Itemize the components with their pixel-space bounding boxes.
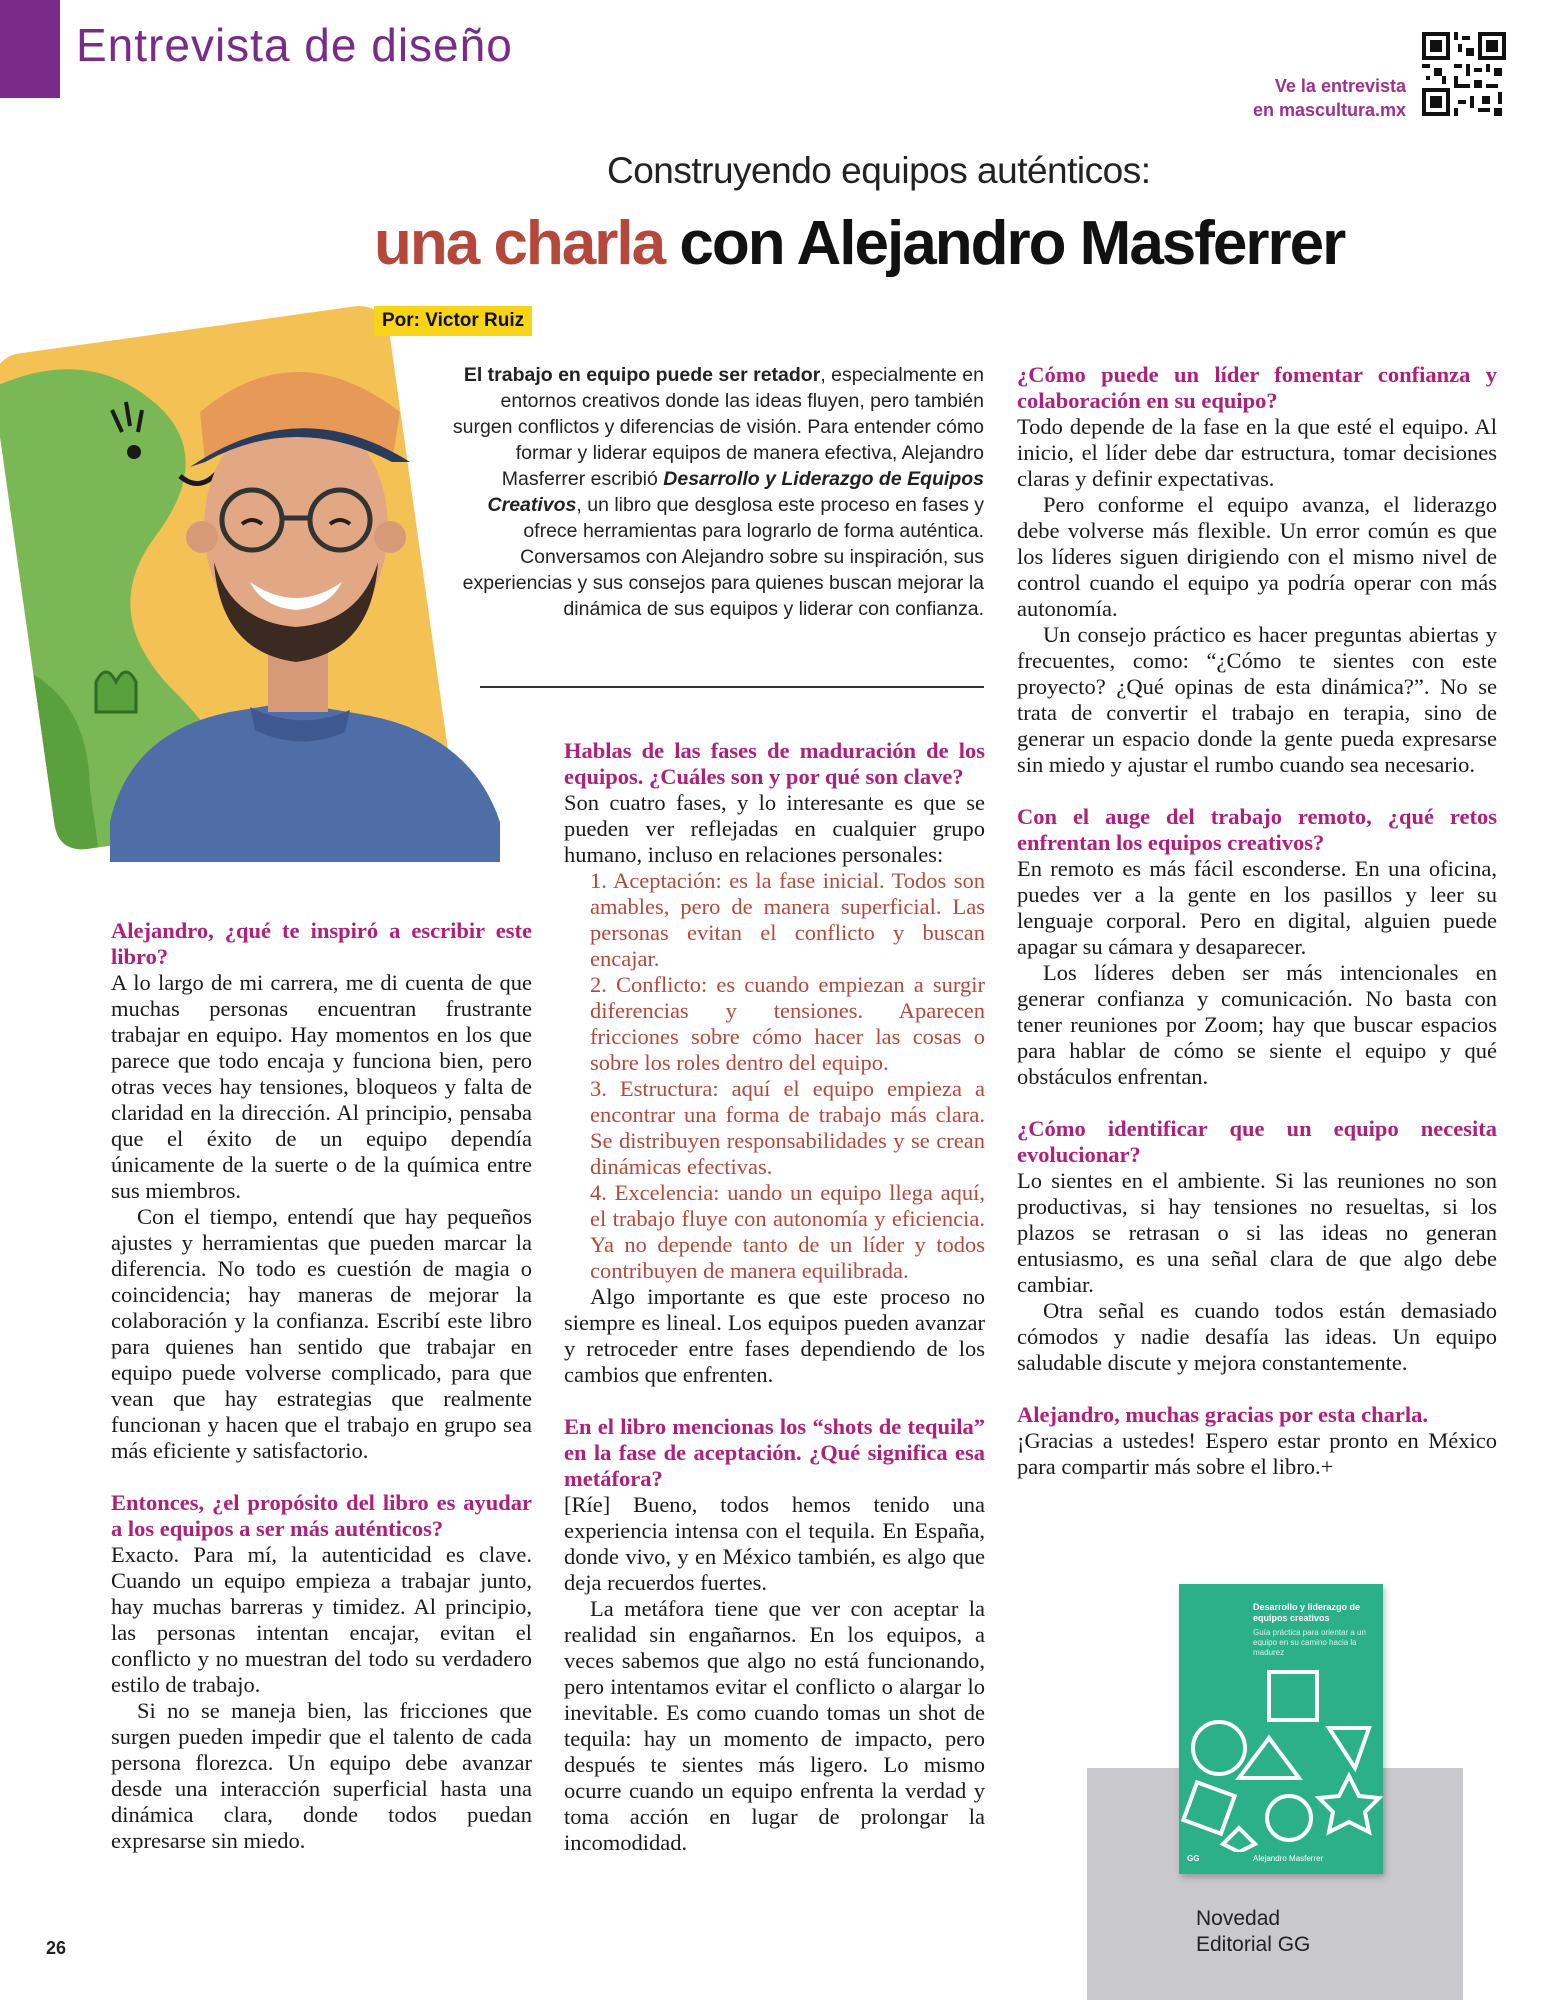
- book-caption-line1: Novedad: [1196, 1907, 1281, 1930]
- intro-divider: [480, 686, 984, 688]
- answer-paragraph: Los líderes deben ser más intencionales en generar confianza y comunicación. No basta con tener reuniones por Zoom; hay que buscar espacios para hablar de cómo se siente el equipo y qué obstáculos enfrentan.: [1017, 960, 1497, 1089]
- phase-item: 1. Aceptación: es la fase inicial. Todos son amables, pero de manera superficial. Las personas evitan el conflicto y buscan encajar.: [590, 868, 985, 971]
- phase-item: 2. Conflicto: es cuando empiezan a surgir diferencias y tensiones. Aparecen fricciones sobre cómo hacer las cosas o sobre los roles dentro del equipo.: [590, 972, 985, 1075]
- intro-text-part2: , un libro que desglosa este proceso en fases y ofrece herramientas para lograrlo de forma auténtica. Conversamos con Alejandro sobre su inspiración, sus experiencias y sus consejos para quienes buscan mejorar la dinámica de sus equipos y liderar con confianza.: [462, 494, 984, 620]
- intro-book-title: Desarrollo y Liderazgo de Equipos Creativos: [487, 468, 984, 516]
- question-heading: Con el auge del trabajo remoto, ¿qué retos enfrentan los equipos creativos?: [1017, 804, 1497, 855]
- intro-text-part1: , especialmente en entornos creativos donde las ideas fluyen, pero también surgen conflictos y diferencias de visión. Para entender cómo formar y liderar equipos de manera efectiva, Alejandro Masferrer escribió: [452, 364, 984, 490]
- answer-paragraph: Exacto. Para mí, la autenticidad es clave. Cuando un equipo empieza a trabajar junto, hay muchas barreras y timidez. Al principio, las personas intentan encajar, evitan el conflicto y no muestran del todo su verdadero estilo de trabajo.: [111, 1542, 532, 1697]
- book-cover: [1179, 1584, 1383, 1874]
- answer-paragraph: Lo sientes en el ambiente. Si las reuniones no son productivas, si hay tensiones no resueltas, si los plazos se retrasan o si las ideas no generan entusiasmo, es una señal clara de que algo debe cambiar.: [1017, 1168, 1497, 1297]
- answer-paragraph: Pero conforme el equipo avanza, el liderazgo debe volverse más flexible. Un error común es que los líderes siguen dirigiendo con el mismo nivel de control cuando el equipo ya podría operar con más autonomía.: [1017, 492, 1497, 621]
- answer-paragraph: Con el tiempo, entendí que hay pequeños ajustes y herramientas que pueden marcar la diferencia. No todo es cuestión de magia o coincidencia; hay maneras de mejorar la colaboración y la confianza. Escribí este libro para quienes han sentido que trabajar en equipo puede volverse complicado, para que vean que hay estrategias que realmente funcionan y hacen que el trabajo en grupo sea más eficiente y satisfactorio.: [111, 1204, 532, 1463]
- intro-bold-lead: El trabajo en equipo puede ser retador: [463, 364, 821, 386]
- book-author: Alejandro Masferrer: [1253, 1854, 1324, 1863]
- book-title: Desarrollo y liderazgo de equipos creativos: [1253, 1602, 1361, 1623]
- answer-paragraph: [Ríe] Bueno, todos hemos tenido una experiencia intensa con el tequila. En España, donde vivo, y en México también, es algo que deja recuerdos fuertes.: [564, 1492, 985, 1595]
- section-color-bar: [0, 0, 60, 98]
- qr-caption-line1: Ve la entrevista: [1274, 76, 1406, 96]
- question-heading: En el libro mencionas los “shots de tequila” en la fase de aceptación. ¿Qué significa esa metáfora?: [564, 1414, 985, 1491]
- question-heading: ¿Cómo puede un líder fomentar confianza y colaboración en su equipo?: [1017, 362, 1497, 413]
- page-number: 26: [46, 1938, 67, 1958]
- headline-rest: con Alejandro Masferrer: [679, 209, 1345, 278]
- answer-paragraph: La metáfora tiene que ver con aceptar la realidad sin engañarnos. En los equipos, a veces sabemos que algo no está funcionando, pero intentamos evitar el conflicto o alargar lo inevitable. Es como cuando tomas un shot de tequila: hay un momento de impacto, pero después te sientes más ligero. Lo mismo ocurre cuando un equipo enfrenta la verdad y toma acción en lugar de prolongar la incomodidad.: [564, 1596, 985, 1855]
- answer-paragraph: Si no se maneja bien, las fricciones que surgen pueden impedir que el talento de cada persona florezca. Un equipo debe avanzar desde una interacción superficial hasta una dinámica clara, donde todos puedan expresarse sin miedo.: [111, 1698, 532, 1853]
- intro-paragraph: [440, 362, 984, 622]
- book-caption: [1196, 1906, 1310, 1958]
- question-heading: Entonces, ¿el propósito del libro es ayudar a los equipos a ser más auténticos?: [111, 1490, 532, 1541]
- answer-paragraph: Otra señal es cuando todos están demasiado cómodos y nadie desafía las ideas. Un equipo saludable discute y mejora constantemente.: [1017, 1298, 1497, 1375]
- answer-paragraph: Un consejo práctico es hacer preguntas abiertas y frecuentes, como: “¿Cómo te sientes con este proyecto? ¿Qué opinas de esta dinámica?”. No se trata de convertir el trabajo en terapia, sino de generar un espacio donde la gente pueda expresarse sin miedo y ajustar el rumbo cuando sea necesario.: [1017, 622, 1497, 777]
- column-3: [1017, 362, 1497, 1480]
- column-1: [111, 918, 532, 1854]
- question-heading: Alejandro, muchas gracias por esta charla.: [1017, 1402, 1429, 1427]
- answer-paragraph: Algo importante es que este proceso no siempre es lineal. Los equipos pueden avanzar y retroceder entre fases dependiendo de los cambios que enfrenten.: [564, 1284, 985, 1387]
- byline: Por: Victor Ruiz: [374, 306, 532, 336]
- phase-item: 3. Estructura: aquí el equipo empieza a encontrar una forma de trabajo más clara. Se distribuyen responsabilidades y se crean dinámicas efectivas.: [590, 1076, 985, 1179]
- section-title: Entrevista de diseño: [76, 19, 513, 71]
- phase-item: 4. Excelencia: uando un equipo llega aquí, el trabajo fluye con autonomía y eficiencia. Ya no depende tanto de un líder y todos contribuyen de manera equilibrada.: [590, 1180, 985, 1283]
- answer-paragraph: A lo largo de mi carrera, me di cuenta de que muchas personas encuentran frustrante trabajar en equipo. Hay momentos en los que parece que todo encaja y funciona bien, pero otras veces hay tensiones, bloqueos y falta de claridad en la dirección. Al principio, pensaba que el éxito de un equipo dependía únicamente de la suerte o de la química entre sus miembros.: [111, 970, 532, 1203]
- answer-paragraph: Todo depende de la fase en la que esté el equipo. Al inicio, el líder debe dar estructura, tomar decisiones claras y definir expectativas.: [1017, 414, 1497, 491]
- phases-list: [564, 868, 985, 1284]
- answer-paragraph: En remoto es más fácil esconderse. En una oficina, puedes ver a la gente en los pasillos y leer su lenguaje corporal. Pero en digital, alguien puede apagar su cámara y desaparecer.: [1017, 856, 1497, 959]
- book-publisher-mark: GG: [1187, 1854, 1200, 1863]
- book-subtitle: Guía práctica para orientar a un equipo en su camino hacia la madurez: [1253, 1628, 1366, 1657]
- book-shapes-pattern: [1179, 1668, 1383, 1852]
- column-2: [564, 738, 985, 1856]
- book-caption-line2: Editorial GG: [1196, 1933, 1311, 1956]
- answer-paragraph: ¡Gracias a ustedes! Espero estar pronto en México para compartir más sobre el libro.+: [1017, 1428, 1497, 1479]
- qr-caption: [1253, 74, 1406, 122]
- question-heading: Hablas de las fases de maduración de los equipos. ¿Cuáles son y por qué son clave?: [564, 738, 985, 789]
- question-heading: Alejandro, ¿qué te inspiró a escribir este libro?: [111, 918, 532, 969]
- qr-code-icon[interactable]: [1422, 32, 1506, 116]
- qr-caption-line2: en mascultura.mx: [1252, 100, 1406, 120]
- headline-highlight: una charla: [374, 209, 665, 278]
- article-kicker: Construyendo equipos auténticos:: [607, 150, 1151, 191]
- answer-paragraph: Son cuatro fases, y lo interesante es que se pueden ver reflejadas en cualquier grupo humano, incluso en relaciones personales:: [564, 790, 985, 867]
- question-heading: ¿Cómo identificar que un equipo necesita evolucionar?: [1017, 1116, 1497, 1167]
